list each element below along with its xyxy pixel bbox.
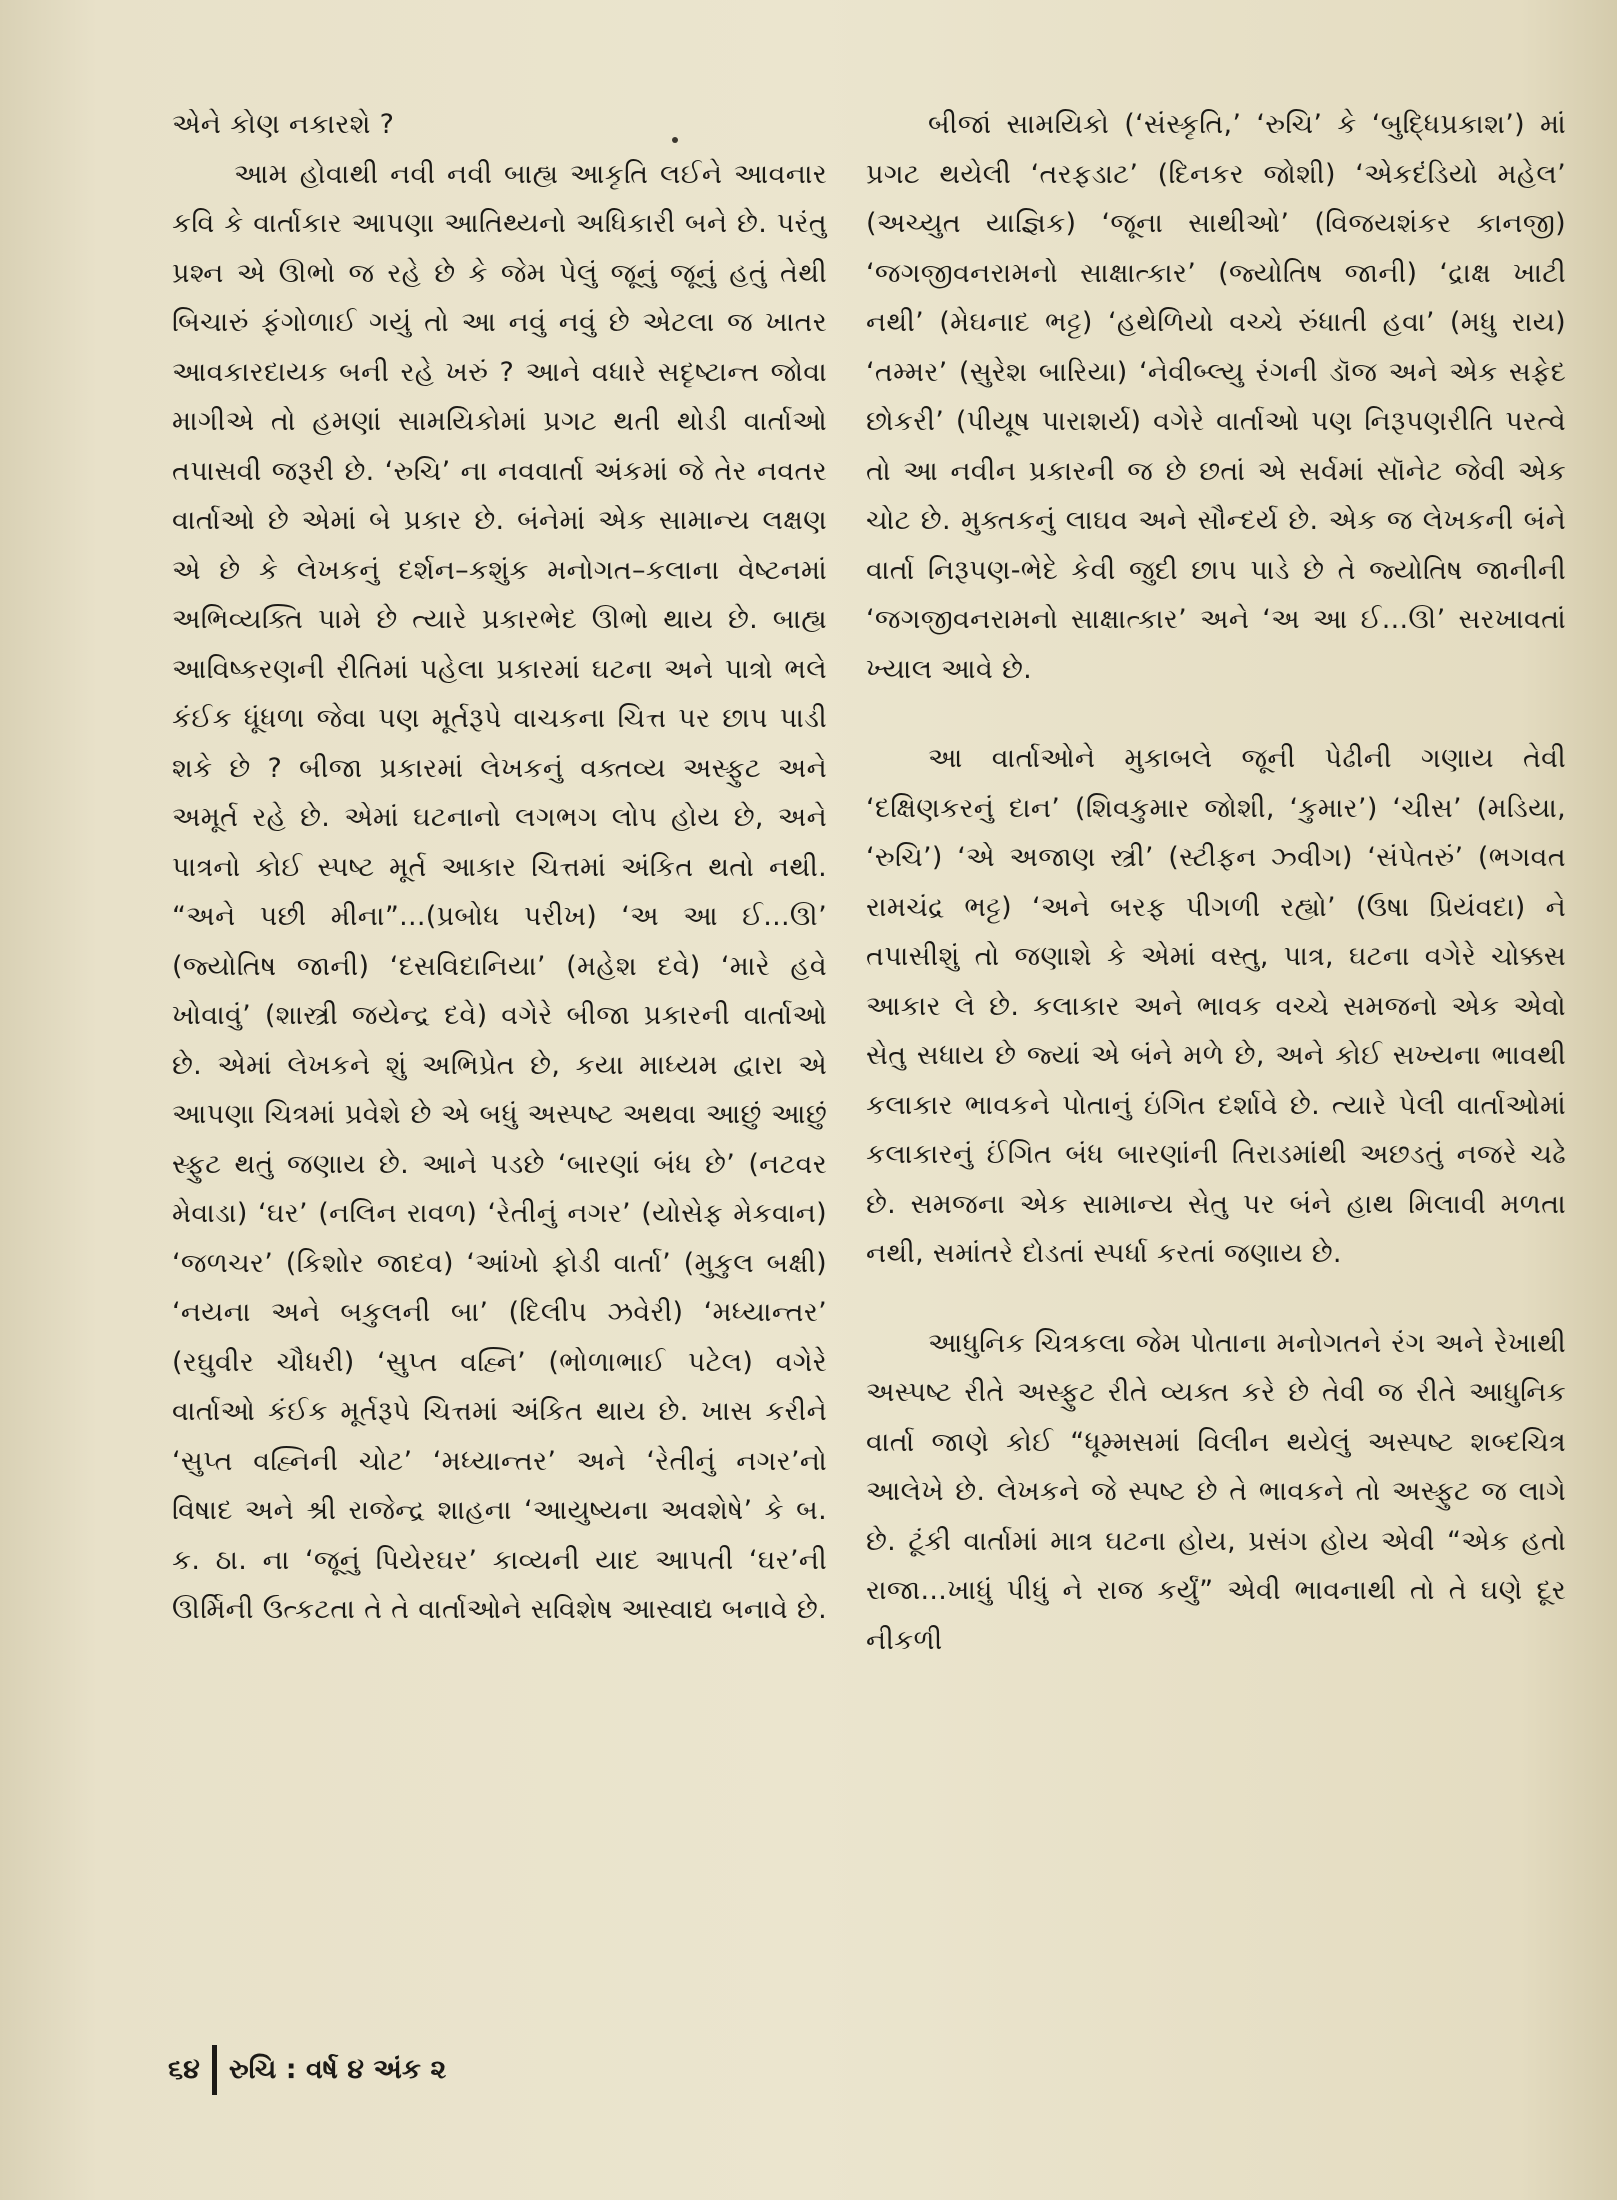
- right-column: [866, 100, 1566, 1665]
- footer-divider: [212, 2045, 217, 2095]
- left-column: [172, 100, 827, 1635]
- right-paragraph-3: આધુનિક ચિત્રકલા જેમ પોતાના મનોગતને રંગ અને રેખાથી અસ્પષ્ટ રીતે અસ્ફુટ રીતે વ્યક્ત કરે છે તેવી જ રીતે આધુનિક વાર્તા જાણે કોઈ “ધૂમ્મસમાં વિલીન થયેલું અસ્પષ્ટ શબ્દચિત્ર આલેખે છે. લેખકને જે સ્પષ્ટ છે તે ભાવકને તો અસ્ફુટ જ લાગે છે. ટૂંકી વાર્તામાં માત્ર ઘટના હોય, પ્રસંગ હોય એવી “એક હતો રાજા...ખાધું પીધું ને રાજ કર્યું” એવી ભાવનાથી તો તે ઘણે દૂર નીકળી: [866, 1327, 1566, 1656]
- right-paragraph-2: આ વાર્તાઓને મુકાબલે જૂની પેઢીની ગણાય તેવી ‘દક્ષિણકરનું દાન’ (શિવકુમાર જોશી, ‘કુમાર’) ‘ચીસ’ (મડિયા, ‘રુચિ’) ‘એ અજાણ સ્ત્રી’ (સ્ટીફન ઝ્વીગ) ‘સંપેતરું’ (ભગવત રામચંદ્ર ભટ્ટ) ‘અને બરફ પીગળી રહ્યો’ (ઉષા પ્રિયંવદા) ને તપાસીશું તો જણાશે કે એમાં વસ્તુ, પાત્ર, ઘટના વગેરે ચોક્કસ આકાર લે છે. કલાકાર અને ભાવક વચ્ચે સમજનો એક એવો સેતુ સધાય છે જ્યાં એ બંને મળે છે, અને કોઈ સખ્યના ભાવથી કલાકાર ભાવકને પોતાનું ઇંગિત દર્શાવે છે. ત્યારે પેલી વાર્તાઓમાં કલાકારનું ઈંગિત બંધ બારણાંની તિરાડમાંથી અછડતું નજરે ચઢે છે. સમજના એક સામાન્ય સેતુ પર બંને હાથ મિલાવી મળતા નથી, સમાંતરે દોડતાં સ્પર્ધા કરતાં જણાય છે.: [866, 743, 1566, 1269]
- page-number: ૬૪: [168, 2054, 200, 2085]
- right-paragraph-1: બીજાં સામયિકો (‘સંસ્કૃતિ,’ ‘રુચિ’ કે ‘બુદ્ધિપ્રકાશ’) માં પ્રગટ થયેલી ‘તરફડાટ’ (દિનકર જોશી) ‘એકદંડિયો મહેલ’ (અચ્યુત યાજ્ઞિક) ‘જૂના સાથીઓ’ (વિજયશંકર કાનજી) ‘જગજીવનરામનો સાક્ષાત્કાર’ (જ્યોતિષ જાની) ‘દ્રાક્ષ ખાટી નથી’ (મેઘનાદ ભટ્ટ) ‘હથેળિયો વચ્ચે રુંધાતી હવા’ (મધુ રાય) ‘તમ્મર’ (સુરેશ બારિયા) ‘નેવીબ્લ્યુ રંગની ડૉજ અને એક સફેદ છોકરી’ (પીયૂષ પારાશર્ય) વગેરે વાર્તાઓ પણ નિરૂપણરીતિ પરત્વે તો આ નવીન પ્રકારની જ છે છતાં એ સર્વમાં સૉનેટ જેવી એક ચોટ છે. મુક્તકનું લાઘવ અને સૌન્દર્ય છે. એક જ લેખકની બંને વાર્તા નિરૂપણ-ભેદે કેવી જુદી છાપ પાડે છે તે જ્યોતિષ જાનીની ‘જગજીવનરામનો સાક્ષાત્કાર’ અને ‘અ આ ઈ...ઊ’ સરખાવતાં ખ્યાલ આવે છે.: [866, 109, 1566, 685]
- journal-issue: રુચિ : વર્ષ ૪ અંક ૨: [228, 2054, 447, 2085]
- left-paragraph-1: આમ હોવાથી નવી નવી બાહ્ય આકૃતિ લઈને આવનાર કવિ કે વાર્તાકાર આપણા આતિથ્યનો અધિકારી બને છે. પરંતુ પ્રશ્ન એ ઊભો જ રહે છે કે જેમ પેલું જૂનું જૂનું હતું તેથી બિચારું ફંગોળાઈ ગયું તો આ નવું નવું છે એટલા જ ખાતર આવકારદાયક બની રહે ખરું ? આને વધારે સદૃષ્ટાન્ત જોવા માગીએ તો હમણાં સામયિકોમાં પ્રગટ થતી થોડી વાર્તાઓ તપાસવી જરૂરી છે. ‘રુચિ’ ના નવવાર્તા અંકમાં જે તેર નવતર વાર્તાઓ છે એમાં બે પ્રકાર છે. બંનેમાં એક સામાન્ય લક્ષણ એ છે કે લેખકનું દર્શન–કશુંક મનોગત–કલાના વેષ્ટનમાં અભિવ્યક્તિ પામે છે ત્યારે પ્રકારભેદ ઊભો થાય છે. બાહ્ય આવિષ્કરણની રીતિમાં પહેલા પ્રકારમાં ઘટના અને પાત્રો ભલે કંઈક ધૂંધળા જેવા પણ મૂર્તરૂપે વાચકના ચિત્ત પર છાપ પાડી શકે છે ? બીજા પ્રકારમાં લેખકનું વક્તવ્ય અસ્ફુટ અને અમૂર્ત રહે છે. એમાં ઘટનાનો લગભગ લોપ હોય છે, અને પાત્રનો કોઈ સ્પષ્ટ મૂર્ત આકાર ચિત્તમાં અંકિત થતો નથી. “અને પછી મીના”...(પ્રબોધ પરીખ) ‘અ આ ઈ...ઊ’ (જ્યોતિષ જાની) ‘દસવિદાનિયા’ (મહેશ દવે) ‘મારે હવે ખોવાવું’ (શાસ્ત્રી જયેન્દ્ર દવે) વગેરે બીજા પ્રકારની વાર્તાઓ છે. એમાં લેખકને શું અભિપ્રેત છે, કયા માધ્યમ દ્વારા એ આપણા ચિત્રમાં પ્રવેશે છે એ બધું અસ્પષ્ટ અથવા આછું આછું સ્ફુટ થતું જણાય છે. આને પડછે ‘બારણાં બંધ છે’ (નટવર મેવાડા) ‘ઘર’ (નલિન રાવળ) ‘રેતીનું નગર’ (યોસેફ મેકવાન) ‘જળચર’ (કિશોર જાદવ) ‘આંખો ફોડી વાર્તા’ (મુકુલ બક્ષી) ‘નયના અને બકુલની બા’ (દિલીપ ઝવેરી) ‘મધ્યાન્તર’ (રઘુવીર ચૌધરી) ‘સુપ્ત વહ્નિ’ (ભોળાભાઈ પટેલ) વગેરે વાર્તાઓ કંઈક મૂર્તરૂપે ચિત્તમાં અંકિત થાય છે. ખાસ કરીને ‘સુપ્ત વહ્નિની ચોટ’ ‘મધ્યાન્તર’ અને ‘રેતીનું નગર’નો વિષાદ અને શ્રી રાજેન્દ્ર શાહના ‘આયુષ્યના અવશેષે’ કે બ. ક. ઠા. ના ‘જૂનું પિયેરઘર’ કાવ્યની યાદ આપતી ‘ઘર’ની ઊર્મિની ઉત્કટતા તે તે વાર્તાઓને સવિશેષ આસ્વાદ્ય બનાવે છે.: [172, 158, 827, 1625]
- left-opening-line: એને કોણ નકારશે ?: [172, 109, 395, 140]
- page-footer: [168, 2045, 446, 2095]
